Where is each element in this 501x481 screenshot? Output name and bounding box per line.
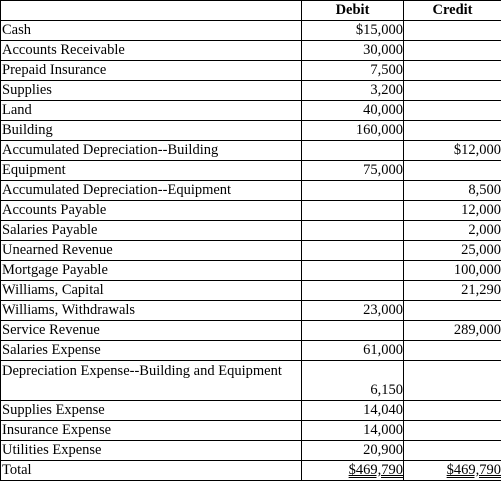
table-row — [1, 221, 501, 241]
account-column-header — [1, 1, 302, 21]
table-row — [1, 201, 501, 221]
debit-amount: 20,900 — [302, 441, 404, 461]
credit-amount: 2,000 — [404, 221, 501, 241]
debit-amount — [302, 221, 404, 241]
credit-column-header: Credit — [404, 1, 501, 21]
table-row — [1, 361, 501, 401]
credit-amount: $12,000 — [404, 141, 501, 161]
total-row — [1, 461, 501, 481]
credit-amount: 21,290 — [404, 281, 501, 301]
total-label: Total — [1, 461, 302, 481]
table-row — [1, 241, 501, 261]
debit-amount: 14,000 — [302, 421, 404, 441]
debit-amount — [302, 201, 404, 221]
debit-column-header: Debit — [302, 1, 404, 21]
table-row — [1, 181, 501, 201]
debit-amount: 6,150 — [302, 361, 404, 401]
total-debit: $469,790 — [348, 462, 403, 478]
debit-amount: $15,000 — [302, 21, 404, 41]
debit-amount: 75,000 — [302, 161, 404, 181]
debit-amount — [302, 241, 404, 261]
debit-amount: 160,000 — [302, 121, 404, 141]
credit-amount — [404, 41, 501, 61]
table-row — [1, 81, 501, 101]
table-row — [1, 101, 501, 121]
credit-amount — [404, 301, 501, 321]
table-row — [1, 421, 501, 441]
table-row — [1, 321, 501, 341]
debit-amount — [302, 321, 404, 341]
account-name: Accounts Receivable — [1, 41, 302, 61]
account-name: Prepaid Insurance — [1, 61, 302, 81]
account-name: Williams, Capital — [1, 281, 302, 301]
credit-amount — [404, 401, 501, 421]
debit-amount: 14,040 — [302, 401, 404, 421]
account-name: Mortgage Payable — [1, 261, 302, 281]
table-row — [1, 21, 501, 41]
account-name: Accumulated Depreciation--Equipment — [1, 181, 302, 201]
table-row — [1, 401, 501, 421]
credit-amount — [404, 441, 501, 461]
account-name: Service Revenue — [1, 321, 302, 341]
credit-amount: 8,500 — [404, 181, 501, 201]
debit-amount — [302, 181, 404, 201]
credit-amount — [404, 21, 501, 41]
debit-amount — [302, 281, 404, 301]
debit-amount: 61,000 — [302, 341, 404, 361]
credit-amount: 289,000 — [404, 321, 501, 341]
header-row — [1, 1, 501, 21]
table-row — [1, 281, 501, 301]
table-row — [1, 301, 501, 321]
debit-amount — [302, 141, 404, 161]
table-row — [1, 61, 501, 81]
credit-amount — [404, 421, 501, 441]
credit-amount — [404, 61, 501, 81]
total-credit-cell — [404, 461, 501, 481]
debit-amount: 7,500 — [302, 61, 404, 81]
debit-amount: 40,000 — [302, 101, 404, 121]
credit-amount: 12,000 — [404, 201, 501, 221]
account-name: Utilities Expense — [1, 441, 302, 461]
table-row — [1, 41, 501, 61]
debit-amount: 30,000 — [302, 41, 404, 61]
account-name: Unearned Revenue — [1, 241, 302, 261]
credit-amount — [404, 121, 501, 141]
debit-amount: 23,000 — [302, 301, 404, 321]
credit-amount — [404, 341, 501, 361]
account-name: Accumulated Depreciation--Building — [1, 141, 302, 161]
debit-amount — [302, 261, 404, 281]
table-row — [1, 441, 501, 461]
debit-amount: 3,200 — [302, 81, 404, 101]
table-row — [1, 121, 501, 141]
account-name: Supplies — [1, 81, 302, 101]
table-row — [1, 141, 501, 161]
account-name: Supplies Expense — [1, 401, 302, 421]
table-row — [1, 341, 501, 361]
account-name: Williams, Withdrawals — [1, 301, 302, 321]
credit-amount — [404, 361, 501, 401]
total-credit: $469,790 — [446, 462, 501, 478]
credit-amount — [404, 101, 501, 121]
account-name: Salaries Expense — [1, 341, 302, 361]
account-name: Cash — [1, 21, 302, 41]
table-row — [1, 161, 501, 181]
credit-amount: 100,000 — [404, 261, 501, 281]
account-name: Equipment — [1, 161, 302, 181]
credit-amount — [404, 161, 501, 181]
account-name: Building — [1, 121, 302, 141]
total-debit-cell — [302, 461, 404, 481]
account-name: Salaries Payable — [1, 221, 302, 241]
account-name: Insurance Expense — [1, 421, 302, 441]
credit-amount — [404, 81, 501, 101]
table-row — [1, 261, 501, 281]
account-name: Land — [1, 101, 302, 121]
account-name: Accounts Payable — [1, 201, 302, 221]
credit-amount: 25,000 — [404, 241, 501, 261]
account-name: Depreciation Expense--Building and Equipment — [1, 361, 302, 401]
